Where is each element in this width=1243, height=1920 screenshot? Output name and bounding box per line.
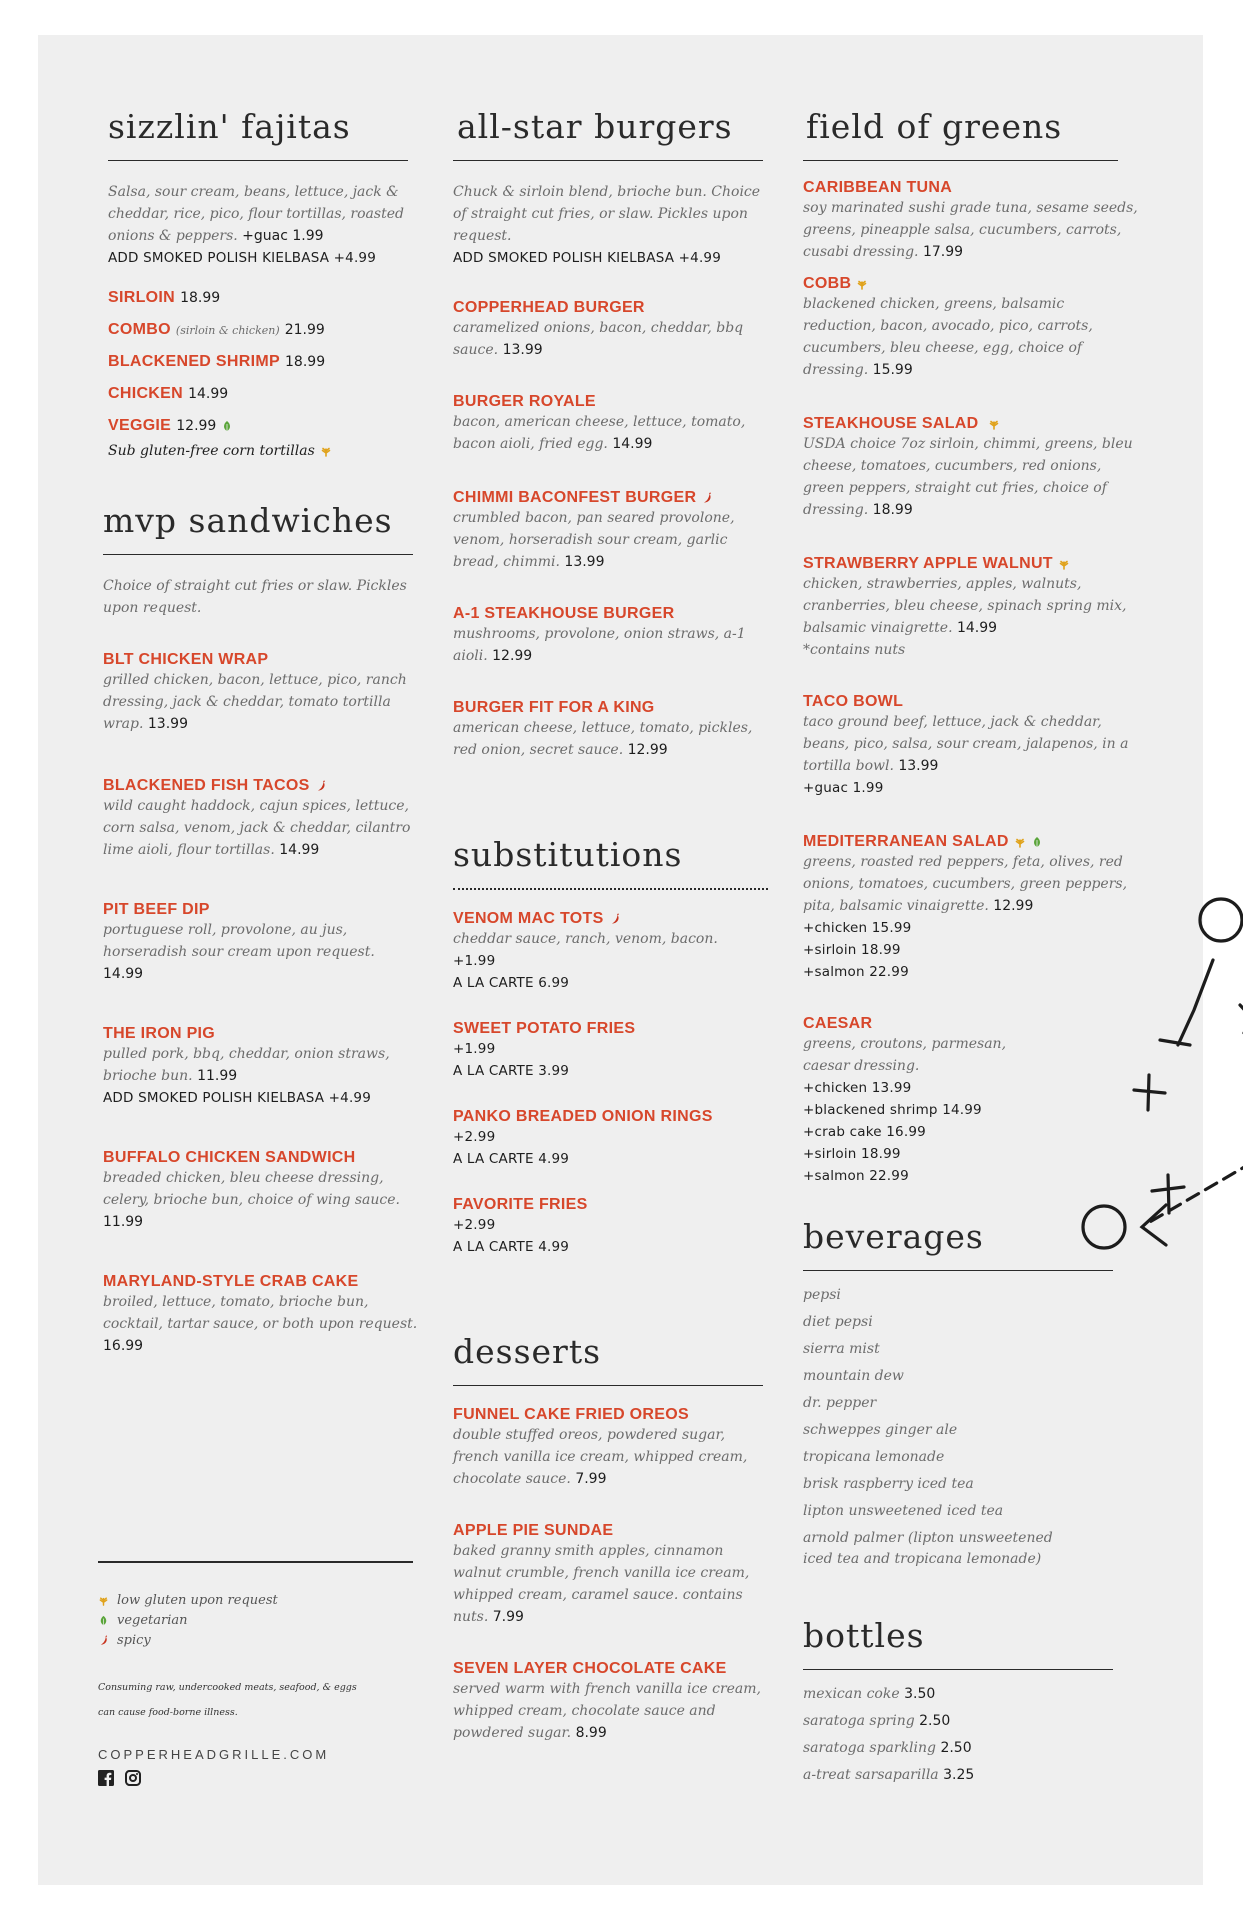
football-play-diagram (1038, 865, 1243, 1285)
vegetarian-icon (221, 420, 233, 432)
sandwich-buffalo-chicken: BUFFALO CHICKEN SANDWICH breaded chicken, bleu cheese dressing, celery, brioche bun, choice of wing sauce. 11.99 (103, 1149, 400, 1230)
instagram-icon[interactable] (125, 1770, 141, 1786)
burger-royale: BURGER ROYALE bacon, american cheese, lettuce, tomato, bacon aioli, fried egg. 14.99 (453, 393, 746, 452)
low-gluten-icon (856, 278, 868, 290)
legend (98, 1561, 413, 1790)
fajita-veggie: VEGGIE 12.99 (108, 415, 418, 435)
bottle-item: a-treat sarsaparilla 3.25 (803, 1767, 975, 1783)
beverage-item: mountain dew (803, 1368, 904, 1384)
sandwiches-intro: Choice of straight cut fries or slaw. Pickles upon request. (103, 578, 407, 616)
fajita-combo: COMBO (sirloin & chicken) 21.99 (108, 321, 325, 338)
social-icons (98, 1770, 413, 1790)
sub-venom-mac-tots: VENOM MAC TOTS cheddar sauce, ranch, venom, bacon. +1.99 A LA CARTE 6.99 (453, 910, 718, 991)
fajitas-guac: +guac 1.99 (242, 228, 324, 244)
sub-onion-rings: PANKO BREADED ONION RINGS +2.99 A LA CARTE 4.99 (453, 1108, 713, 1167)
legend-gluten: low gluten upon request (98, 1591, 413, 1611)
fajitas-title: sizzlin' fajitas (108, 107, 351, 146)
sandwiches-title: mvp sandwiches (103, 501, 393, 540)
facebook-icon[interactable] (98, 1770, 114, 1786)
x-marker (1134, 1075, 1165, 1110)
bottle-item: saratoga sparkling 2.50 (803, 1740, 972, 1756)
fajitas-add: ADD SMOKED POLISH KIELBASA +4.99 (108, 250, 377, 266)
dessert-funnel-cake-oreos: FUNNEL CAKE FRIED OREOS double stuffed oreos, powdered sugar, french vanilla ice cream, whipped cream, chocolate sauce. 7.99 (453, 1406, 748, 1487)
sub-sweet-potato-fries: SWEET POTATO FRIES +1.99 A LA CARTE 3.99 (453, 1020, 636, 1079)
beverages-list (803, 1285, 1138, 1570)
salad-taco-bowl: TACO BOWL taco ground beef, lettuce, jack & cheddar, beans, pico, salsa, sour cream, jalapenos, in a tortilla bowl. 13.99 +guac 1.99 (803, 693, 1129, 796)
player-circle (1200, 899, 1242, 941)
column-left (103, 35, 418, 1381)
sandwich-iron-pig: THE IRON PIG pulled pork, bbq, cheddar, onion straws, brioche bun. 11.99 ADD SMOKED POLISH KIELBASA +4.99 (103, 1025, 390, 1106)
beverage-item: brisk raspberry iced tea (803, 1476, 974, 1492)
beverages-title: beverages (803, 1217, 984, 1256)
divider (453, 1385, 763, 1386)
beverage-item: tropicana lemonade (803, 1449, 945, 1465)
bottles-list (803, 1684, 1138, 1786)
dessert-apple-pie-sundae: APPLE PIE SUNDAE baked granny smith apples, cinnamon walnut crumble, french vanilla ice cream, whipped cream, caramel sauce. contains nuts. 7.99 (453, 1522, 750, 1625)
sandwich-pit-beef-dip: PIT BEEF DIP portuguese roll, provolone, au jus, horseradish sour cream upon request. 14.99 (103, 901, 375, 982)
spicy-icon (701, 492, 713, 504)
greens-title: field of greens (806, 107, 1063, 146)
beverage-item: diet pepsi (803, 1314, 873, 1330)
divider (453, 160, 763, 161)
substitutions-title: substitutions (453, 835, 683, 874)
website-link[interactable]: COPPERHEADGRILLE.COM (98, 1747, 330, 1762)
divider (108, 160, 408, 161)
fajitas-intro: Salsa, sour cream, beans, lettuce, jack & cheddar, rice, pico, flour tortillas, roasted onions & peppers. +guac 1.99 (108, 184, 404, 244)
divider (103, 554, 413, 555)
fajita-chicken: CHICKEN 14.99 (108, 385, 229, 402)
beverage-item: lipton unsweetened iced tea (803, 1503, 1004, 1519)
beverage-item: pepsi (803, 1287, 841, 1303)
dotted-divider (453, 888, 768, 890)
beverage-item: dr. pepper (803, 1395, 877, 1411)
gluten-free-note: Sub gluten-free corn tortillas (108, 443, 418, 459)
divider (803, 1669, 1113, 1670)
bottle-item: saratoga spring 2.50 (803, 1713, 951, 1729)
fajita-blackened-shrimp: BLACKENED SHRIMP 18.99 (108, 353, 326, 370)
low-gluten-icon (98, 1595, 109, 1606)
beverage-item: schweppes ginger ale (803, 1422, 958, 1438)
low-gluten-icon (988, 418, 1000, 430)
burger-fit-for-a-king: BURGER FIT FOR A KING american cheese, lettuce, tomato, pickles, red onion, secret sauce. 12.99 (453, 699, 753, 758)
salad-mediterranean: MEDITERRANEAN SALAD greens, roasted red peppers, feta, olives, red onions, tomatoes, cucumbers, green peppers, pita, balsamic vinaigrette. 12.99 +chicken 15.99 +sirloin 18.99 +salmon 22.99 (803, 833, 1128, 980)
beverage-item: arnold palmer (lipton unsweetened iced tea and tropicana lemonade) (803, 1530, 1053, 1567)
legend-veg: vegetarian (98, 1611, 413, 1631)
burgers-title: all-star burgers (457, 107, 733, 146)
column-middle (453, 35, 773, 1768)
sandwich-crab-cake: MARYLAND-STYLE CRAB CAKE broiled, lettuce, tomato, brioche bun, cocktail, tartar sauce, or both upon request. 16.99 (103, 1273, 418, 1354)
dashed-route (1148, 1162, 1243, 1223)
food-warning-line1: Consuming raw, undercooked meats, seafood, & eggs (98, 1682, 357, 1693)
burgers-add: ADD SMOKED POLISH KIELBASA +4.99 (453, 250, 722, 266)
bottle-item: mexican coke 3.50 (803, 1686, 936, 1702)
spicy-icon (98, 1635, 109, 1646)
legend-spicy: spicy (98, 1631, 413, 1651)
player-circle (1083, 1206, 1125, 1248)
dessert-seven-layer-cake: SEVEN LAYER CHOCOLATE CAKE served warm with french vanilla ice cream, whipped cream, chocolate sauce and powdered sugar. 8.99 (453, 1660, 761, 1741)
sandwich-blt-chicken-wrap: BLT CHICKEN WRAP grilled chicken, bacon, lettuce, pico, ranch dressing, jack & cheddar, tomato tortilla wrap. 13.99 (103, 651, 407, 732)
sandwich-blackened-fish-tacos: BLACKENED FISH TACOS wild caught haddock, cajun spices, lettuce, corn salsa, venom, jack & cheddar, cilantro lime aioli, flour tortillas. 14.99 (103, 777, 411, 858)
beverage-item: sierra mist (803, 1341, 880, 1357)
burgers-intro: Chuck & sirloin blend, brioche bun. Choice of straight cut fries, or slaw. Pickles upon request. (453, 184, 761, 244)
salad-cobb: COBB blackened chicken, greens, balsamic reduction, bacon, avocado, pico, carrots, cucumbers, bleu cheese, egg, choice of dressing. 15.99 (803, 275, 1093, 378)
desserts-title: desserts (453, 1332, 602, 1371)
x-marker (1152, 1175, 1184, 1213)
vegetarian-icon (98, 1615, 109, 1626)
divider (803, 160, 1118, 161)
salad-caesar: CAESAR greens, croutons, parmesan, caesar dressing. +chicken 13.99 +blackened shrimp 14.99 +crab cake 16.99 +sirloin 18.99 +salmon 22.99 (803, 1015, 1007, 1184)
vegetarian-icon (1031, 836, 1043, 848)
arrow-head (1142, 1205, 1166, 1245)
low-gluten-icon (1014, 836, 1026, 848)
salad-steakhouse: STEAKHOUSE SALAD USDA choice 7oz sirloin, chimmi, greens, bleu cheese, tomatoes, cucumbers, red onions, green peppers, straight cut fries, choice of dressing. 18.99 (803, 415, 1133, 518)
route-line (1178, 960, 1213, 1045)
bottles-title: bottles (803, 1616, 925, 1655)
low-gluten-icon (1058, 558, 1070, 570)
salad-caribbean-tuna: CARIBBEAN TUNA soy marinated sushi grade tuna, sesame seeds, greens, pineapple salsa, cucumbers, carrots, cusabi dressing. 17.99 (803, 179, 1138, 260)
burger-a1-steakhouse: A-1 STEAKHOUSE BURGER mushrooms, provolone, onion straws, a-1 aioli. 12.99 (453, 605, 746, 664)
spicy-icon (315, 780, 327, 792)
fajita-sirloin: SIRLOIN 18.99 (108, 289, 221, 306)
divider (98, 1561, 413, 1563)
spicy-icon (609, 913, 621, 925)
burger-copperhead: COPPERHEAD BURGER caramelized onions, bacon, cheddar, bbq sauce. 13.99 (453, 299, 744, 358)
menu-sheet (38, 35, 1203, 1885)
low-gluten-icon (320, 445, 332, 457)
salad-strawberry-apple-walnut: STRAWBERRY APPLE WALNUT chicken, strawberries, apples, walnuts, cranberries, bleu cheese, spinach spring mix, balsamic vinaigrette. 14.99 *contains nuts (803, 555, 1127, 658)
burger-chimmi-baconfest: CHIMMI BACONFEST BURGER crumbled bacon, pan seared provolone, venom, horseradish sour cream, garlic bread, chimmi. 13.99 (453, 489, 735, 570)
route-line (1160, 1040, 1190, 1045)
sub-favorite-fries: FAVORITE FRIES +2.99 A LA CARTE 4.99 (453, 1196, 588, 1255)
food-warning-line2: can cause food-borne illness. (98, 1707, 238, 1718)
